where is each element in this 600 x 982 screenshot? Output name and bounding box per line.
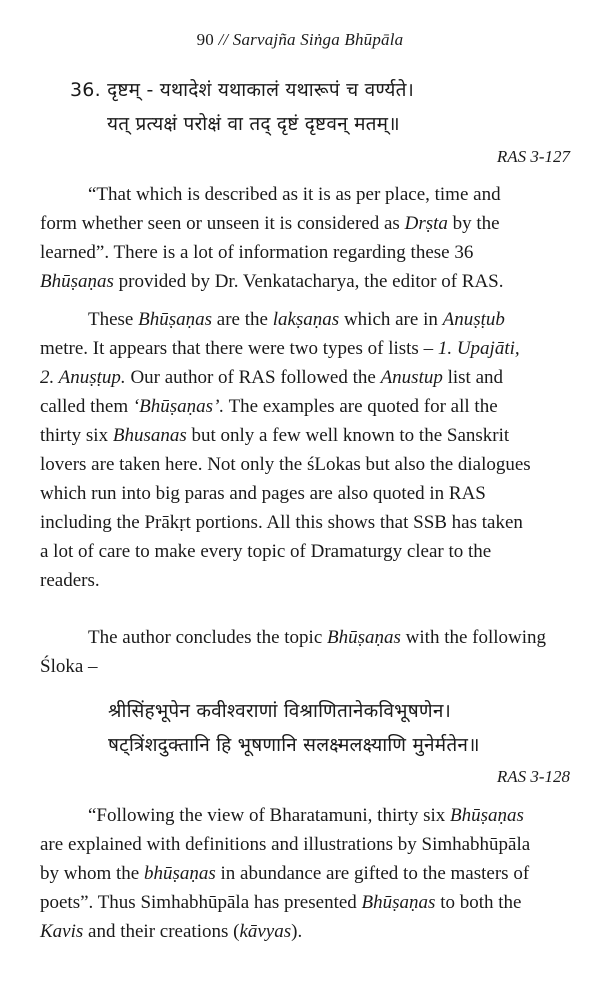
italic-term: lakṣaṇas <box>272 309 340 330</box>
verse-1-reference: RAS 3-127 <box>496 147 570 166</box>
italic-term: Anustup <box>380 367 443 388</box>
paragraph-line <box>40 267 570 296</box>
text-run: called them <box>40 396 133 417</box>
italic-term: 1. Upajāti, <box>437 338 520 359</box>
text-run: with the following <box>400 627 547 648</box>
italic-term: Bhūṣaṇas <box>361 892 436 913</box>
paragraph-line: learned”. There is a lot of information regarding these 36 <box>40 242 474 263</box>
paragraph-line: a lot of care to make every topic of Dramaturgy clear to the <box>40 541 492 562</box>
italic-term: Bhūṣaṇas <box>327 627 401 648</box>
paragraph-line: including the Prākṛt portions. All this shows that SSB has taken <box>40 512 523 533</box>
text-run: are the <box>212 309 273 330</box>
italic-term: Drṣta <box>404 213 448 234</box>
paragraph-line: readers. <box>40 570 100 591</box>
paragraph-line <box>40 334 570 363</box>
text-run: ). <box>291 921 303 942</box>
italic-term: Bhūṣaṇas <box>450 805 524 826</box>
text-run: metre. It appears that there were two types of lists – <box>40 338 438 359</box>
verse-2-reference: RAS 3-128 <box>496 767 570 786</box>
paragraph-line <box>40 209 570 238</box>
paragraph-3 <box>40 623 570 681</box>
italic-term: bhūṣaṇas <box>143 863 216 884</box>
verse-1-text-1: दृष्टम् - यथादेशं यथाकालं यथारूपं च वर्ण्यते। <box>107 79 415 101</box>
paragraph-line <box>40 305 570 334</box>
paragraph-line <box>40 623 570 652</box>
text-run: provided by Dr. Venkatacharya, the editor of RAS. <box>113 271 504 292</box>
verse-2-line-1: श्रीसिंहभूपेन कवीश्वराणां विश्राणितानेकविभूषणेन। <box>108 700 451 722</box>
paragraph-4 <box>40 801 570 946</box>
paragraph-line <box>40 859 570 888</box>
book-title: Sarvajña Siṅga Bhūpāla <box>232 30 404 49</box>
paragraph-line <box>40 421 570 450</box>
text-run: list and <box>442 367 504 388</box>
page-number: 90 <box>196 30 215 49</box>
text-run: The examples are quoted for all the <box>224 396 498 417</box>
text-run: in abundance are gifted to the masters of <box>215 863 530 884</box>
italic-term: 2. Anuṣṭup. <box>40 367 126 388</box>
paragraph-line: which run into big paras and pages are also quoted in RAS <box>40 483 486 504</box>
text-run: to both the <box>435 892 522 913</box>
verse-36-line-2 <box>107 110 400 136</box>
text-run: by whom the <box>40 863 144 884</box>
paragraph-line <box>40 801 570 830</box>
text-run: which are in <box>339 309 443 330</box>
paragraph-line: are explained with definitions and illustrations by Simhabhūpāla <box>40 834 531 855</box>
paragraph-line <box>40 917 570 946</box>
paragraph-line <box>40 392 570 421</box>
text-run: The author concludes the topic <box>88 627 328 648</box>
text-run: thirty six <box>40 425 113 446</box>
text-run: “Following the view of Bharatamuni, thirty six <box>88 805 451 826</box>
italic-term: Bhūṣaṇas <box>138 309 213 330</box>
text-run: but only a few well known to the Sanskrit <box>186 425 510 446</box>
verse-number: 36. <box>70 79 101 101</box>
paragraph-line: lovers are taken here. Not only the śLokas but also the dialogues <box>40 454 531 475</box>
paragraph-2 <box>40 305 570 595</box>
text-run: and their creations ( <box>83 921 240 942</box>
italic-term: Kavis <box>40 921 84 942</box>
text-run: form whether seen or unseen it is considered as <box>40 213 405 234</box>
italic-term: kāvyas <box>239 921 292 942</box>
text-run: by the <box>447 213 500 234</box>
text-run: Our author of RAS followed the <box>125 367 381 388</box>
italic-term: ‘Bhūṣaṇas’. <box>132 396 225 417</box>
text-run: These <box>88 309 139 330</box>
italic-term: Bhusanas <box>112 425 187 446</box>
paragraph-line: “That which is described as it is as per place, time and <box>88 184 501 205</box>
header-separator: // <box>214 30 233 49</box>
verse-2-line-2: षट्त्रिंशदुक्तानि हि भूषणानि सलक्ष्मलक्ष्याणि मुनेर्मतेन॥ <box>108 734 480 756</box>
paragraph-line: Śloka – <box>40 656 98 677</box>
italic-term: Bhūṣaṇas <box>40 271 114 292</box>
verse-1-text-2: यत् प्रत्यक्षं परोक्षं वा तद् दृष्टं दृष्टवन् मतम्॥ <box>107 113 400 135</box>
verse-36-line-1 <box>70 76 414 102</box>
paragraph-line <box>40 888 570 917</box>
paragraph-line <box>40 363 570 392</box>
running-header <box>0 30 600 50</box>
text-run: poets”. Thus Simhabhūpāla has presented <box>40 892 362 913</box>
italic-term: Anuṣṭub <box>442 309 505 330</box>
paragraph-1 <box>40 180 570 296</box>
